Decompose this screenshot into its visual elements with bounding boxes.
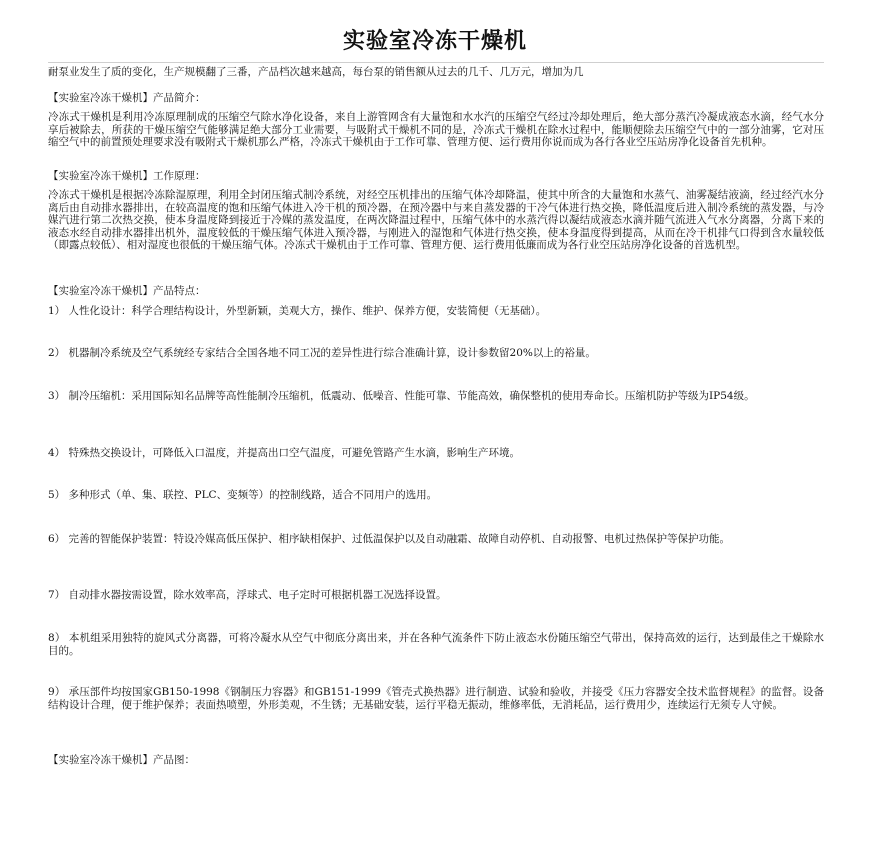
section-body-intro: 冷冻式干燥机是利用冷冻原理制成的压缩空气除水净化设备，来自上游管网含有大量饱和水水汽的压缩空气经过冷却处理后，绝大部分蒸汽冷凝成液态水滴，经气水分享后被除去，所获的干燥压缩空气能够满足绝大部分工业需要，与吸附式干燥机不同的是，冷冻式干燥机在除水过程中，能顺便除去压缩空气中的一部分油雾，它对压缩空气中的前置预处理要求没有吸附式干燥机那么严格，冷冻式干燥机由于工作可靠、管理方便、运行费用你说而成为各行各业空压站房净化设备首先机种。: [48, 111, 824, 148]
feature-item: 5） 多种形式（单、集、联控、PLC、变频等）的控制线路，适合不同用户的选用。: [48, 489, 438, 501]
page-title: 实验室冷冻干燥机: [342, 29, 527, 54]
feature-item: 8） 本机组采用独特的旋风式分离器，可将冷凝水从空气中彻底分离出来，并在各种气流条件下防止液态水份随压缩空气带出，保持高效的运行，达到最佳之干燥除水目的。: [48, 632, 824, 657]
section-heading-images: 【实验室冷冻干燥机】产品图：: [48, 754, 195, 766]
feature-item: 3） 制冷压缩机：采用国际知名品牌等高性能制冷压缩机，低震动、低噪音、性能可靠、节能高效，确保整机的使用寿命长。压缩机防护等级为IP54级。: [48, 390, 755, 402]
feature-item: 2） 机器制冷系统及空气系统经专家结合全国各地不同工况的差异性进行综合准确计算，设计参数留20%以上的裕量。: [48, 347, 596, 359]
section-heading-principle: 【实验室冷冻干燥机】工作原理：: [48, 170, 206, 182]
feature-item: 7） 自动排水器按需设置，除水效率高，浮球式、电子定时可根据机器工况选择设置。: [48, 589, 447, 601]
feature-item: 6） 完善的智能保护装置：特设冷媒高低压保护、相序缺相保护、过低温保护以及自动融霜、故障自动停机、自动报警、电机过热保护等保护功能。: [48, 533, 731, 545]
feature-item: 1） 人性化设计：科学合理结构设计，外型新颖，美观大方，操作、维护、保养方便，安装简便（无基础）。: [48, 305, 547, 317]
intro-line: 耐泵业发生了质的变化，生产规模翻了三番，产品档次越来越高，每台泵的销售额从过去的几千、几万元，增加为几: [48, 66, 584, 78]
feature-item: 4） 特殊热交换设计，可降低入口温度，并提高出口空气温度，可避免管路产生水滴，影响生产环境。: [48, 447, 521, 459]
feature-item: 9） 承压部件均按国家GB150-1998《钢制压力容器》和GB151-1999《管壳式换热器》进行制造、试验和验收，并接受《压力容器安全技术监督规程》的监督。设备结构设计合理，便于维护保养；表面热喷塑，外形美观，不生锈；无基础安装，运行平稳无振动，维修率低，无消耗品，运行费用少，连续运行无须专人守候。: [48, 686, 824, 711]
section-heading-intro: 【实验室冷冻干燥机】产品简介：: [48, 92, 206, 104]
title-divider: [48, 62, 824, 63]
section-body-principle: 冷冻式干燥机是根据冷冻除湿原理，利用全封闭压缩式制冷系统，对经空压机排出的压缩气体冷却降温，使其中所含的大量饱和水蒸气、油雾凝结液滴，经过经汽水分离后由自动排水器排出，在较高温度的饱和压缩气体进入冷干机的预冷器，在预冷器中与来自蒸发器的干冷气体进行热交换，降低温度后进入制冷系统的蒸发器，与冷媒汽进行第二次热交换，使本身温度降到接近于冷媒的蒸发温度，在两次降温过程中，压缩气体中的水蒸汽得以凝结成液态水滴并随气流进入气水分离器，分离下来的液态水经自动排水器排出机外，温度较低的干燥压缩气体进入预冷器，与刚进入的湿饱和气体进行热交换，使本身温度得到提高，从而在冷干机排气口得到含水量较低（即露点较低）、相对湿度也很低的干燥压缩气体。冷冻式干燥机由于工作可靠、管理方便、运行费用低廉而成为各行业空压站房净化设备的首选机型。: [48, 189, 824, 251]
section-heading-features: 【实验室冷冻干燥机】产品特点：: [48, 285, 206, 297]
